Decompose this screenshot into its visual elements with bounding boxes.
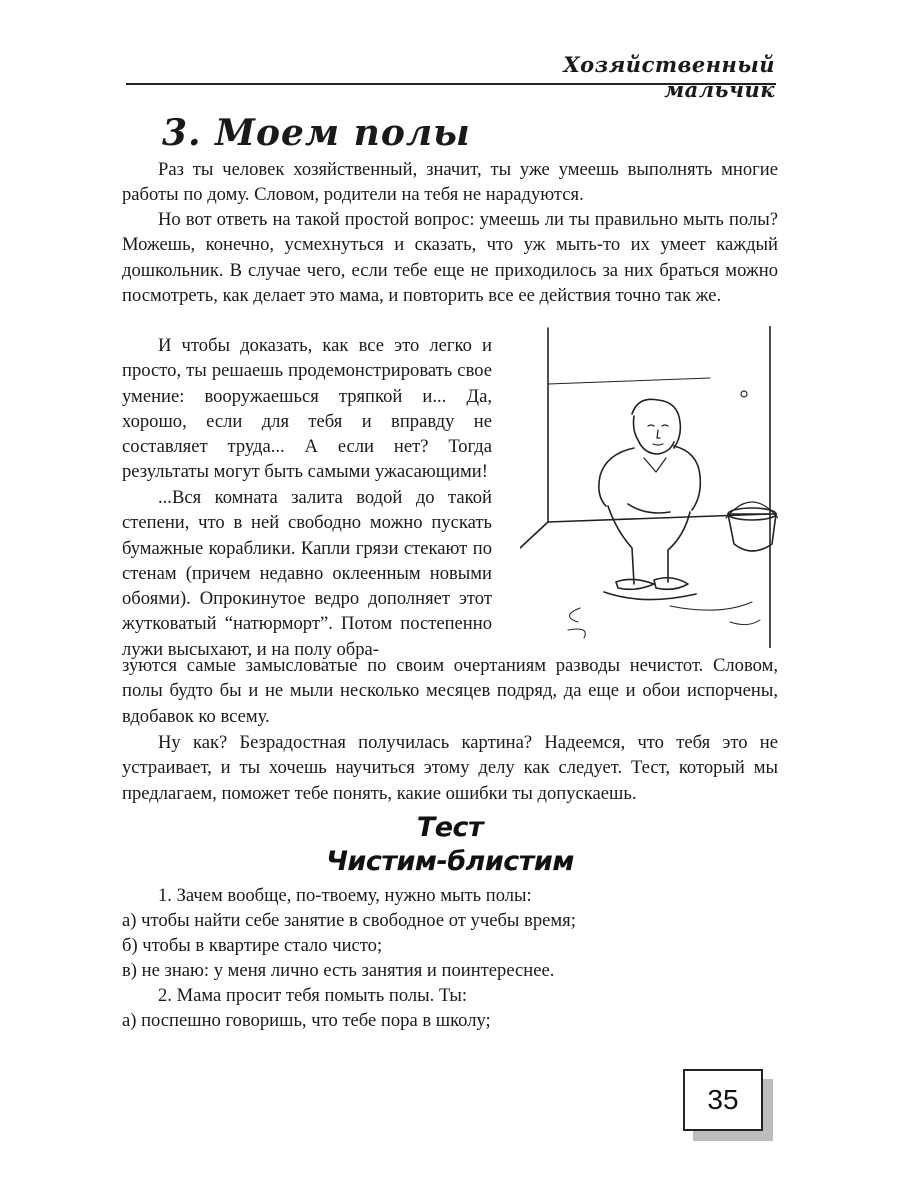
paragraph-flooded-room-continued: зуются самые замысловатые по своим очертаниям разводы нечистот. Словом, полы будто бы и не мыли несколько месяцев подряд, да еще и обои испорчены, вдобавок ко всему. xyxy=(122,655,778,727)
boy-collar xyxy=(644,458,666,472)
running-header-title: Хозяйственный мальчик xyxy=(563,52,775,102)
paragraph-demonstration: И чтобы доказать, как все это легко и просто, ты решаешь продемонстрировать свое умение: вооружаешься тряпкой и... Да, хорошо, если для тебя и вправду не составляет труда... А если нет? Тогда результаты могут быть самыми ужасающими! xyxy=(122,335,492,483)
page-number: 35 xyxy=(683,1069,763,1131)
boy-left-leg xyxy=(608,506,634,584)
boy-nose-mouth xyxy=(653,430,663,445)
paragraph-question: Но вот ответь на такой простой вопрос: умеешь ли ты правильно мыть полы? Можешь, конечно, усмехнуться и сказать, что уж мыть-то их умеет каждый дошкольник. В случае чего, если тебе еще не приходилось за них браться можно посмотреть, как делает это мама, и повторить все ее действия точно так же. xyxy=(122,209,778,306)
left-floor-line xyxy=(520,522,548,548)
chapter-title: 3. Моем полы xyxy=(162,112,471,154)
question-2: 2. Мама просит тебя помыть полы. Ты: xyxy=(158,985,468,1006)
question-1: 1. Зачем вообще, по-твоему, нужно мыть полы: xyxy=(158,885,532,906)
boy-shirt-right xyxy=(674,446,700,510)
boy-left-hand xyxy=(616,579,654,589)
question-1-answer-a: а) чтобы найти себе занятие в свободное от учебы время; xyxy=(122,910,576,931)
question-1-answer-b: б) чтобы в квартире стало чисто; xyxy=(122,935,383,956)
question-1-answer-c: в) не знаю: у меня лично есть занятия и поинтереснее. xyxy=(122,960,555,981)
boy-washing-floor-illustration xyxy=(520,326,778,648)
paragraph-flooded-room: ...Вся комната залита водой до такой степени, что в ней свободно можно пускать бумажные кораблики. Капли грязи стекают по стенам (причем недавно оклеенным новыми обоями). Опрокинутое ведро дополняет этот жутковатый “натюрморт”. Потом постепенно лужи высыхают, и на полу обра- xyxy=(122,487,492,660)
boy-hair xyxy=(632,399,680,448)
question-2-answer-a: а) поспешно говоришь, что тебе пора в школу; xyxy=(122,1010,491,1031)
wall-seam-line xyxy=(548,378,710,384)
boy-shirt-left xyxy=(599,448,634,506)
paragraph-test-intro: Ну как? Безрадостная получилась картина? Надеемся, что тебя это не устраивает, и ты хочешь научиться этому делу как следует. Тест, который мы предлагаем, поможет тебе понять, какие ошибки ты допускаешь. xyxy=(122,732,778,804)
floor-rag xyxy=(604,592,696,600)
boy-right-hand xyxy=(654,578,688,590)
header-rule xyxy=(126,83,776,85)
water-puddle-lines xyxy=(568,602,760,638)
boy-eyes xyxy=(648,425,668,426)
boy-right-leg xyxy=(668,512,690,582)
test-name: Чистим-блистим xyxy=(326,846,574,877)
test-heading: Тест xyxy=(416,812,484,843)
boy-shorts xyxy=(628,504,670,513)
boy-face xyxy=(634,416,675,454)
paragraph-intro: Раз ты человек хозяйственный, значит, ты уже умеешь выполнять многие работы по дому. Словом, родители на тебя не нарадуются. xyxy=(122,159,778,206)
wall-knob xyxy=(741,391,747,397)
